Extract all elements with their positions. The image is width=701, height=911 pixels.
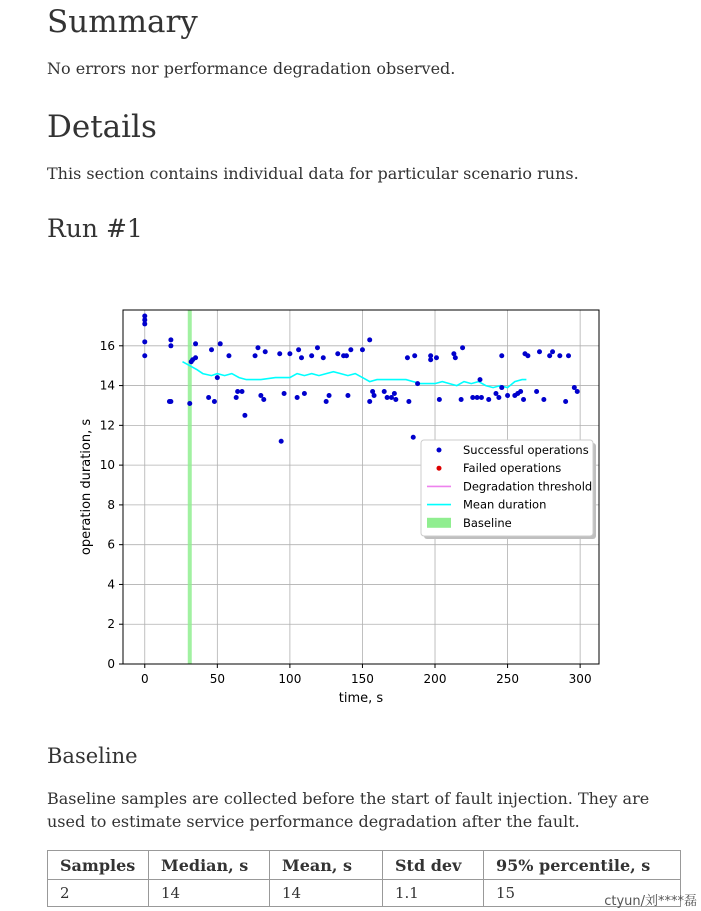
successful-operation-point [193,341,198,346]
column-header: Median, s [149,851,270,880]
successful-operation-point [277,351,282,356]
successful-operation-point [406,399,411,404]
successful-operation-point [453,355,458,360]
column-header: Samples [48,851,149,880]
column-header: 95% percentile, s [484,851,681,880]
successful-operation-point [253,353,258,358]
duration-scatter-chart [75,292,635,712]
table-row [48,880,681,907]
x-tick-label: 100 [278,672,302,686]
successful-operation-point [575,389,580,394]
successful-operation-point [299,355,304,360]
successful-operation-point [563,399,568,404]
successful-operation-point [258,393,263,398]
table-cell: 14 [149,880,270,907]
legend-marker [437,466,442,471]
legend-label: Baseline [463,515,512,530]
successful-operation-point [499,385,504,390]
y-tick-label: 2 [107,617,115,632]
successful-operation-point [434,355,439,360]
successful-operation-point [234,395,239,400]
successful-operation-point [385,395,390,400]
legend-label: Degradation threshold [463,479,593,494]
successful-operation-point [566,353,571,358]
baseline-text: Baseline samples are collected before the start of fault injection. They are used to estimate service performance degradation after the fault. [47,789,650,831]
x-tick-label: 250 [496,672,520,686]
successful-operation-point [534,389,539,394]
successful-operation-point [209,347,214,352]
x-tick-label: 150 [350,672,374,686]
watermark: ctyun/刘****磊 [604,894,697,909]
y-tick-label: 4 [107,577,115,592]
successful-operation-point [479,395,484,400]
legend-marker [427,518,451,528]
successful-operation-point [572,385,577,390]
details-heading: Details [47,109,157,145]
successful-operation-point [309,353,314,358]
successful-operation-point [367,337,372,342]
successful-operation-point [315,345,320,350]
successful-operation-point [475,395,480,400]
successful-operation-point [405,355,410,360]
successful-operation-point [327,393,332,398]
x-tick-label: 50 [209,672,225,686]
y-axis-label: operation duration, s [79,418,94,556]
successful-operation-point [392,391,397,396]
y-tick-label: 12 [99,418,115,433]
details-text: This section contains individual data for particular scenario runs. [47,164,579,183]
successful-operation-point [505,393,510,398]
successful-operation-point [367,399,372,404]
successful-operation-point [263,349,268,354]
successful-operation-point [226,353,231,358]
y-tick-label: 0 [107,657,115,671]
successful-operation-point [279,439,284,444]
table-cell: 1.1 [383,880,484,907]
y-tick-label: 8 [107,497,115,512]
successful-operation-point [428,357,433,362]
successful-operation-point [478,377,483,382]
successful-operation-point [518,389,523,394]
successful-operation-point [295,395,300,400]
x-tick-label: 300 [568,672,592,686]
successful-operation-point [345,393,350,398]
successful-operation-point [344,353,349,358]
legend-label: Successful operations [463,443,589,457]
legend-label: Failed operations [463,461,562,476]
legend-marker [437,448,442,453]
successful-operation-point [187,401,192,406]
legend [421,440,596,539]
successful-operation-point [296,347,301,352]
x-tick-label: 200 [423,672,447,686]
y-tick-label: 14 [99,378,115,393]
successful-operation-point [142,339,147,344]
successful-operation-point [537,349,542,354]
successful-operation-point [389,395,394,400]
successful-operation-point [142,353,147,358]
successful-operation-point [321,355,326,360]
table-cell: 15 [484,880,681,907]
successful-operation-point [287,351,292,356]
successful-operation-point [212,399,217,404]
summary-heading: Summary [47,4,198,40]
successful-operation-point [335,351,340,356]
successful-operation-point [193,355,198,360]
successful-operation-point [218,341,223,346]
successful-operation-point [348,347,353,352]
successful-operation-point [242,413,247,418]
column-header: Mean, s [270,851,383,880]
successful-operation-point [547,353,552,358]
table-header-row [48,851,681,880]
successful-operation-point [302,391,307,396]
successful-operation-point [496,395,501,400]
column-header: Std dev [383,851,484,880]
successful-operation-point [168,337,173,342]
successful-operation-point [521,397,526,402]
successful-operation-point [415,381,420,386]
successful-operation-point [499,353,504,358]
successful-operation-point [411,435,416,440]
successful-operation-point [282,391,287,396]
successful-operation-point [168,399,173,404]
successful-operation-point [360,347,365,352]
successful-operation-point [261,397,266,402]
successful-operation-point [557,353,562,358]
successful-operation-point [215,375,220,380]
successful-operation-point [393,397,398,402]
successful-operation-point [382,389,387,394]
successful-operation-point [486,397,491,402]
x-tick-label: 0 [140,672,149,686]
summary-text: No errors nor performance degradation observed. [47,59,456,78]
legend-label: Mean duration [463,497,547,512]
baseline-heading: Baseline [47,744,138,768]
successful-operation-point [324,399,329,404]
successful-operation-point [541,397,546,402]
successful-operation-point [459,397,464,402]
successful-operation-point [460,345,465,350]
successful-operation-point [372,393,377,398]
successful-operation-point [525,353,530,358]
successful-operation-point [470,395,475,400]
y-tick-label: 16 [99,338,115,353]
successful-operation-point [240,389,245,394]
successful-operation-point [206,395,211,400]
x-axis-label: time, s [338,691,384,706]
successful-operation-point [412,353,417,358]
successful-operation-point [142,321,147,326]
run-heading: Run #1 [47,214,143,243]
successful-operation-point [255,345,260,350]
y-tick-label: 6 [107,537,115,552]
successful-operation-point [168,343,173,348]
y-tick-label: 10 [99,458,115,473]
mean-duration-line [183,362,527,388]
successful-operation-point [550,349,555,354]
successful-operation-point [493,391,498,396]
baseline-table [47,850,681,907]
table-cell: 14 [270,880,383,907]
successful-operation-point [437,397,442,402]
successful-operation-point [235,389,240,394]
points [142,313,579,443]
table-cell: 2 [48,880,149,907]
